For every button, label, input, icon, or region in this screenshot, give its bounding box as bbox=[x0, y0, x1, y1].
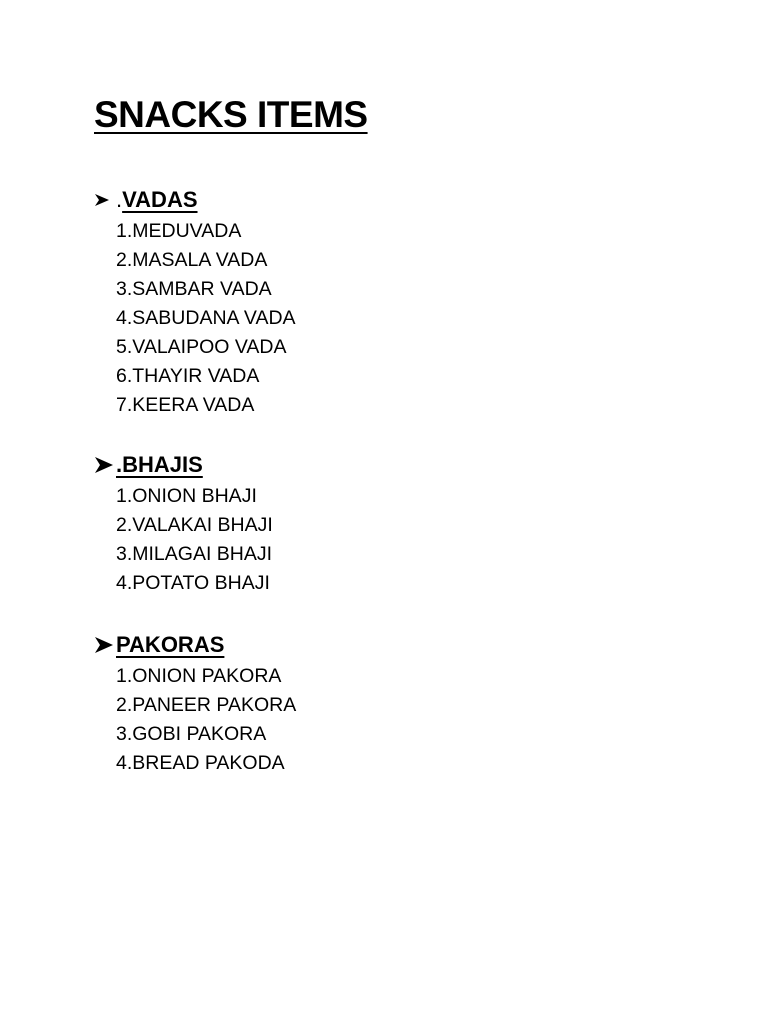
list-item: 7.KEERA VADA bbox=[116, 394, 255, 416]
list-item: 1.ONION BHAJI bbox=[116, 485, 257, 507]
list-item: 1.MEDUVADA bbox=[116, 220, 242, 242]
section-label bbox=[116, 451, 203, 479]
list-item: 5.VALAIPOO VADA bbox=[116, 336, 287, 358]
section-prefix: . bbox=[116, 187, 123, 212]
list-item: 2.MASALA VADA bbox=[116, 249, 268, 271]
arrow-bullet-icon bbox=[94, 456, 114, 474]
list-item: 3.MILAGAI BHAJI bbox=[116, 543, 273, 565]
section-title: VADAS bbox=[122, 187, 198, 212]
arrow-bullet-icon bbox=[94, 193, 110, 207]
section-label bbox=[116, 186, 198, 214]
section-label bbox=[116, 631, 224, 659]
list-item: 6.THAYIR VADA bbox=[116, 365, 260, 387]
list-item: 3.GOBI PAKORA bbox=[116, 723, 267, 745]
list-item: 3.SAMBAR VADA bbox=[116, 278, 272, 300]
page-title: SNACKS ITEMS bbox=[94, 94, 368, 135]
section-title: PAKORAS bbox=[116, 632, 225, 657]
item-list bbox=[94, 217, 296, 420]
section-header bbox=[94, 186, 296, 216]
section-title: .BHAJIS bbox=[116, 452, 203, 477]
item-list bbox=[94, 482, 273, 598]
list-item: 2.VALAKAI BHAJI bbox=[116, 514, 273, 536]
list-item: 1.ONION PAKORA bbox=[116, 665, 282, 687]
section-vadas bbox=[94, 186, 296, 420]
list-item: 2.PANEER PAKORA bbox=[116, 694, 297, 716]
section-header bbox=[94, 451, 273, 481]
item-list bbox=[94, 662, 296, 778]
list-item: 4.SABUDANA VADA bbox=[116, 307, 296, 329]
arrow-bullet-icon bbox=[94, 636, 114, 654]
list-item: 4.POTATO BHAJI bbox=[116, 572, 270, 594]
section-bhajis bbox=[94, 451, 273, 598]
section-header bbox=[94, 631, 296, 661]
list-item: 4.BREAD PAKODA bbox=[116, 752, 285, 774]
section-pakoras bbox=[94, 631, 296, 778]
